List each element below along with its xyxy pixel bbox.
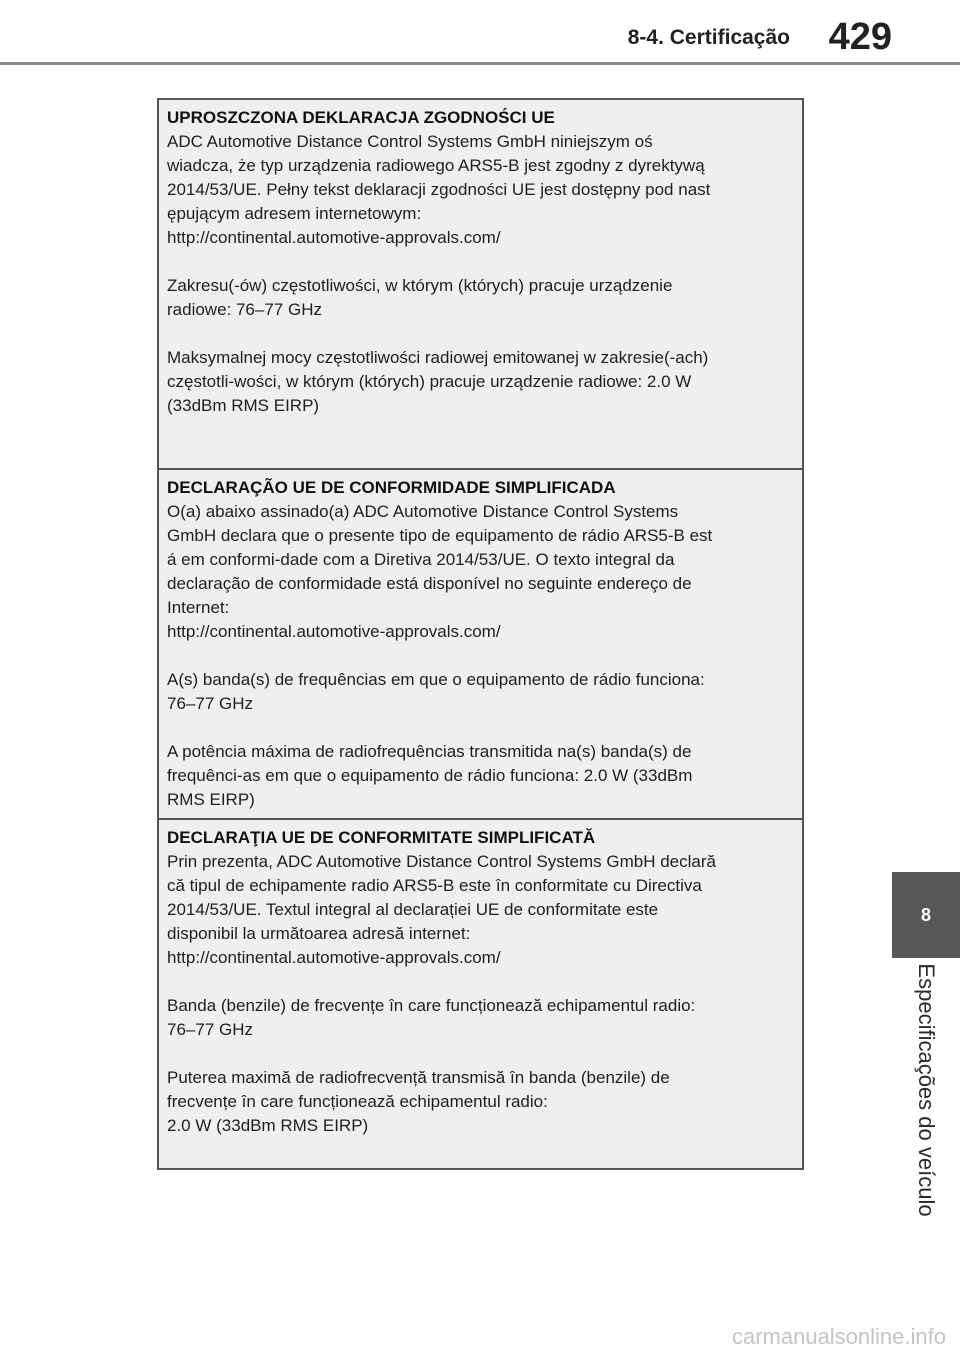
text-line: 76–77 GHz	[167, 1020, 253, 1039]
header-rule	[0, 62, 960, 65]
section-title: 8-4. Certificação	[627, 26, 790, 49]
text-line: frequênci-as em que o equipamento de rádio funciona: 2.0 W (33dBm	[167, 766, 693, 785]
text-line: Puterea maximă de radiofrecvență transmisă în banda (benzile) de	[167, 1068, 670, 1087]
text-line: 2014/53/UE. Pełny tekst deklaracji zgodności UE jest dostępny pod nast	[167, 180, 711, 199]
declaration-block-romanian	[159, 820, 802, 1166]
paragraph-gap	[167, 644, 796, 668]
text-line: GmbH declara que o presente tipo de equipamento de rádio ARS5-B est	[167, 526, 713, 545]
text-line: A potência máxima de radiofrequências transmitida na(s) banda(s) de	[167, 742, 692, 761]
declaration-block-portuguese	[159, 470, 802, 820]
text-line: http://continental.automotive-approvals.com/	[167, 622, 501, 641]
text-line: că tipul de echipamente radio ARS5-B este în conformitate cu Directiva	[167, 876, 702, 895]
text-line: ępującym adresem internetowym:	[167, 204, 422, 223]
chapter-title: Especificações do veículo	[914, 963, 939, 1217]
text-line: radiowe: 76–77 GHz	[167, 300, 322, 319]
text-line: A(s) banda(s) de frequências em que o equipamento de rádio funciona:	[167, 670, 705, 689]
block-title: DECLARAÇÃO UE DE CONFORMIDADE SIMPLIFICADA	[167, 478, 616, 497]
text-line: http://continental.automotive-approvals.com/	[167, 948, 501, 967]
paragraph-gap	[167, 250, 796, 274]
text-line: http://continental.automotive-approvals.com/	[167, 228, 501, 247]
text-line: 2.0 W (33dBm RMS EIRP)	[167, 1116, 369, 1135]
paragraph-gap	[167, 716, 796, 740]
watermark: carmanualsonline.info	[731, 1324, 946, 1349]
text-line: (33dBm RMS EIRP)	[167, 396, 320, 415]
chapter-tab[interactable]	[892, 872, 960, 958]
declaration-scan	[157, 98, 804, 1170]
block-title: UPROSZCZONA DEKLARACJA ZGODNOŚCI UE	[167, 108, 555, 127]
text-line: Banda (benzile) de frecvențe în care funcționează echipamentul radio:	[167, 996, 696, 1015]
text-line: 76–77 GHz	[167, 694, 253, 713]
text-line: RMS EIRP)	[167, 790, 255, 809]
text-line: Maksymalnej mocy częstotliwości radiowej emitowanej w zakresie(-ach)	[167, 348, 709, 367]
text-line: Prin prezenta, ADC Automotive Distance Control Systems GmbH declară	[167, 852, 716, 871]
paragraph-gap	[167, 322, 796, 346]
text-line: á em conformi-dade com a Diretiva 2014/53/UE. O texto integral da	[167, 550, 675, 569]
declaration-block-polish	[159, 100, 802, 470]
text-line: wiadcza, że typ urządzenia radiowego ARS5-B jest zgodny z dyrektywą	[167, 156, 705, 175]
text-line: disponibil la următoarea adresă internet:	[167, 924, 471, 943]
block-title: DECLARAŢIA UE DE CONFORMITATE SIMPLIFICATĂ	[167, 828, 596, 847]
text-line: 2014/53/UE. Textul integral al declarației UE de conformitate este	[167, 900, 659, 919]
text-line: ADC Automotive Distance Control Systems GmbH niniejszym oś	[167, 132, 653, 151]
paragraph-gap	[167, 970, 796, 994]
text-line: Internet:	[167, 598, 230, 617]
text-line: O(a) abaixo assinado(a) ADC Automotive Distance Control Systems	[167, 502, 679, 521]
text-line: Zakresu(-ów) częstotliwości, w którym (których) pracuje urządzenie	[167, 276, 673, 295]
chapter-number: 8	[920, 904, 931, 925]
page-number: 429	[828, 16, 892, 58]
paragraph-gap	[167, 1042, 796, 1066]
text-line: frecvențe în care funcționează echipamentul radio:	[167, 1092, 548, 1111]
text-line: declaração de conformidade está disponível no seguinte endereço de	[167, 574, 692, 593]
text-line: częstotli-wości, w którym (których) pracuje urządzenie radiowe: 2.0 W	[167, 372, 692, 391]
